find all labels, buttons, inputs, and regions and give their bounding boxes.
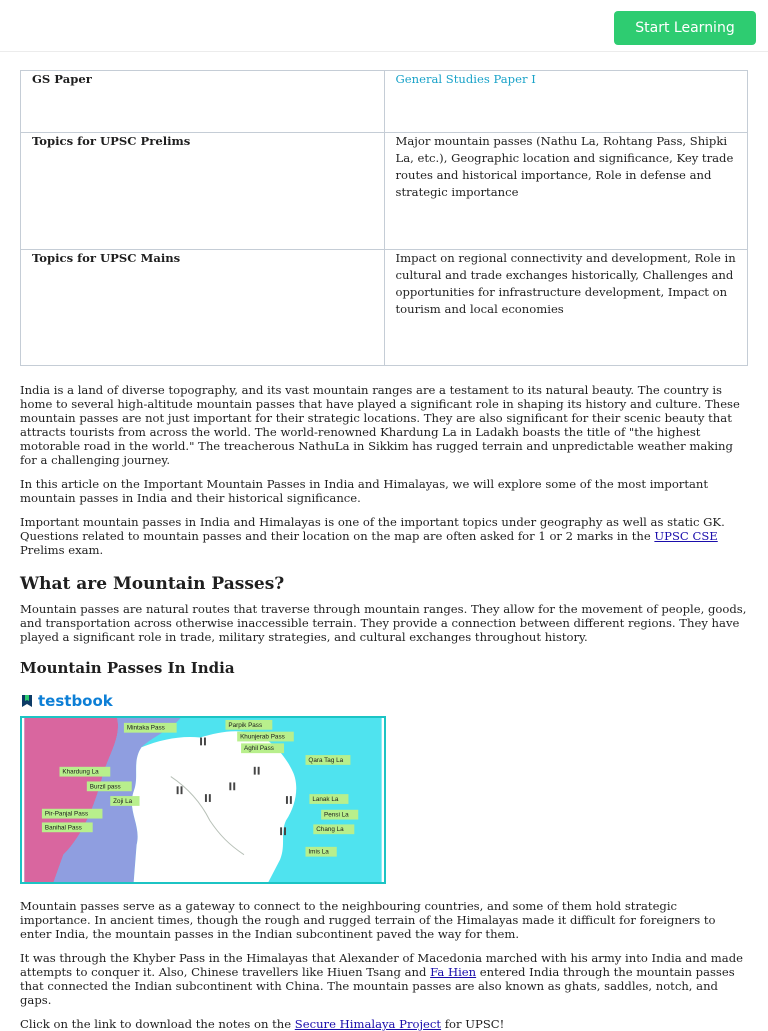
table-key: Topics for UPSC Prelims (21, 133, 385, 250)
definition-section (20, 602, 750, 644)
map-label: Lanak La (312, 795, 339, 803)
logo-text: testbook (38, 692, 113, 710)
text: It was through the Khyber Pass in the Himalayas that Alexander of Macedonia marched with his army into India and made attempts to conquer it. Also, Chinese travellers like Hiuen Tsang and (20, 951, 743, 979)
map-label: Pensi La (324, 811, 349, 819)
text: Prelims exam. (20, 543, 104, 557)
body-paragraph (20, 951, 750, 1007)
map-label: Qara Tag La (308, 756, 344, 764)
text: Click on the link to download the notes on the (20, 1017, 295, 1031)
text: Important mountain passes in India and Himalayas is one of the important topics under geography as well as static GK. Questions related to mountain passes and their location on the map are often asked for 1 or 2 marks in the (20, 515, 725, 543)
section-heading: What are Mountain Passes? (20, 574, 285, 594)
table-value: Major mountain passes (Nathu La, Rohtang Pass, Shipki La, etc.), Geographic location and significance, Key trade routes and historical importance, Role in defense and strategic importance (384, 133, 748, 250)
top-bar (0, 0, 768, 52)
map-label: Imis La (308, 848, 329, 856)
map-label: Khardung La (62, 768, 99, 776)
table-row (21, 250, 748, 366)
table-row (21, 71, 748, 133)
passes-map (20, 716, 386, 884)
intro-paragraph: In this article on the Important Mountain Passes in India and Himalayas, we will explore some of the most important mountain passes in India and their historical significance. (20, 477, 709, 505)
body-paragraph (20, 1017, 750, 1031)
table-row (21, 133, 748, 250)
table-value: Impact on regional connectivity and development, Role in cultural and trade exchanges historically, Challenges and opportunities for infrastructure development, Impact on tourism and local economies (384, 250, 748, 366)
map-label: Parpik Pass (228, 721, 263, 729)
secure-himalaya-link[interactable]: Secure Himalaya Project (294, 1017, 442, 1031)
text: entered India through the mountain passes that connected the Indian subcontinent with China. The mountain passes are also known as ghats, saddles, notch, and gaps. (20, 965, 735, 1007)
map-label: Chang La (316, 826, 344, 834)
gs-paper-link[interactable]: General Studies Paper I (384, 71, 748, 133)
map-label: Zoji La (113, 797, 133, 805)
map-label: Khunjerab Pass (240, 733, 285, 741)
table-key: GS Paper (21, 71, 385, 133)
start-learning-button[interactable]: Start Learning (614, 11, 756, 45)
testbook-logo (20, 690, 113, 712)
section-heading: Mountain Passes In India (20, 659, 235, 677)
map-label: Aghil Pass (243, 745, 274, 753)
map-label: Pir-Panjal Pass (44, 810, 89, 818)
body-paragraph: Mountain passes serve as a gateway to connect to the neighbouring countries, and some of them hold strategic importance. In ancient times, though the rough and rugged terrain of the Himalayas made it difficult for foreigners to enter India, the mountain passes in the Indian subcontinent paved the way for them. (20, 899, 716, 941)
text: for UPSC! (441, 1017, 505, 1031)
table-key: Topics for UPSC Mains (21, 250, 385, 366)
intro-paragraph (20, 515, 750, 557)
intro-section (20, 383, 750, 557)
map-label: Mintaka Pass (126, 724, 165, 732)
testbook-logo-icon (20, 693, 34, 709)
intro-paragraph: India is a land of diverse topography, and its vast mountain ranges are a testament to its natural beauty. The country is home to several high-altitude mountain passes that have played a significant role in shaping its history and culture. These mountain passes are not just important for their strategic locations. They are also significant for their scenic beauty that attracts tourists from across the world. The world-renowned Khardung La in Ladakh boasts the title of "the highest motorable road in the world." The treacherous NathuLa in Sikkim has rugged terrain and unpredictable weather making for a challenging journey. (20, 383, 740, 467)
definition-paragraph: Mountain passes are natural routes that traverse through mountain ranges. They allow for the movement of people, goods, and transportation across otherwise inaccessible terrain. They provide a connection between different regions. They have played a significant role in trade, military strategies, and cultural exchanges throughout history. (20, 602, 747, 644)
topics-table (20, 70, 748, 366)
mountain-passes-figure (20, 690, 388, 886)
upsc-cse-link[interactable]: UPSC CSE (654, 529, 718, 543)
body-section (20, 899, 750, 1031)
map-label: Burzil pass (89, 783, 121, 791)
fa-hien-link[interactable]: Fa Hien (430, 965, 477, 979)
map-region-ladakh (132, 731, 296, 882)
map-label: Banihal Pass (44, 824, 82, 832)
